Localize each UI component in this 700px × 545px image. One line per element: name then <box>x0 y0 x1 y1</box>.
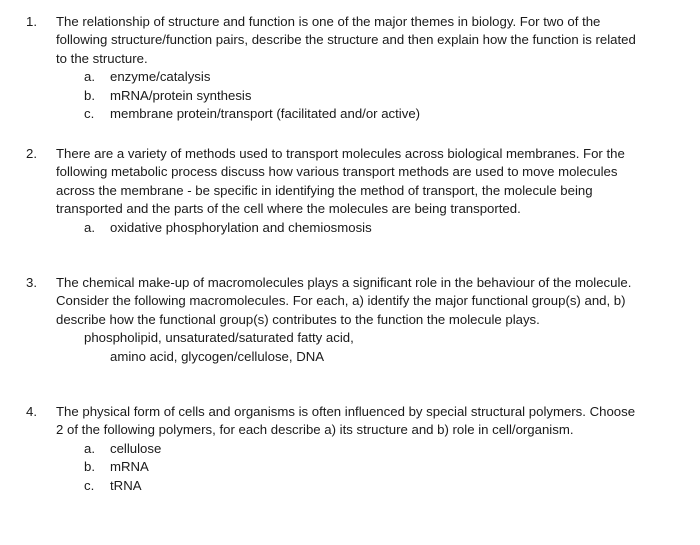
item-letter: a. <box>84 440 95 456</box>
question-text: The chemical make-up of macromolecules plays a significant role in the behaviour of the molecule. Consider the following macromolecules. For each, a) identify the major functional group(s) and, b) describe how the functional group(s) contributes to the function the molecule plays. <box>56 275 632 327</box>
macromolecule-list-line: amino acid, glycogen/cellulose, DNA <box>110 348 325 364</box>
item-label: mRNA <box>110 459 149 475</box>
item-letter: b. <box>84 87 95 103</box>
question-text: The physical form of cells and organisms is often influenced by special structural polymers. Choose 2 of the following polymers, for each describe a) its structure and b) role in cell/organism. <box>56 404 636 438</box>
question-text: The relationship of structure and function is one of the major themes in biology. For two of the following structure/function pairs, describe the structure and then explain how the function is related to the structure. <box>56 14 636 66</box>
list-item <box>56 105 646 123</box>
question-number: 1. <box>26 14 37 29</box>
item-label: enzyme/catalysis <box>110 69 211 85</box>
item-letter: b. <box>84 459 95 475</box>
list-item <box>56 458 646 476</box>
list-item <box>56 68 646 86</box>
item-label: membrane protein/transport (facilitated and/or active) <box>110 106 421 121</box>
list-item <box>56 477 646 495</box>
item-letter: c. <box>84 106 95 121</box>
item-label: mRNA/protein synthesis <box>110 87 252 103</box>
question-body <box>56 145 646 237</box>
item-letter: a. <box>84 219 95 235</box>
item-label: oxidative phosphorylation and chemiosmosis <box>110 219 372 235</box>
question-text: There are a variety of methods used to transport molecules across biological membranes. For the following metabolic process discuss how various transport methods are used to move molecules across the membrane - be specific in identifying the method of transport, the molecule being transported and the parts of the cell where the molecules are being transported. <box>56 146 625 217</box>
macromolecule-list-line: phospholipid, unsaturated/saturated fatty acid, <box>84 330 354 346</box>
item-letter: c. <box>84 477 95 493</box>
question-number: 4. <box>26 404 37 419</box>
question-body <box>56 13 646 123</box>
item-letter: a. <box>84 69 95 85</box>
item-label: tRNA <box>110 477 142 493</box>
list-item <box>56 219 646 237</box>
question-number: 3. <box>26 275 37 290</box>
question-body <box>56 274 646 366</box>
list-item <box>56 87 646 105</box>
item-label: cellulose <box>110 440 162 456</box>
question-number: 2. <box>26 146 37 161</box>
list-item <box>56 440 646 458</box>
question-body <box>56 403 646 495</box>
